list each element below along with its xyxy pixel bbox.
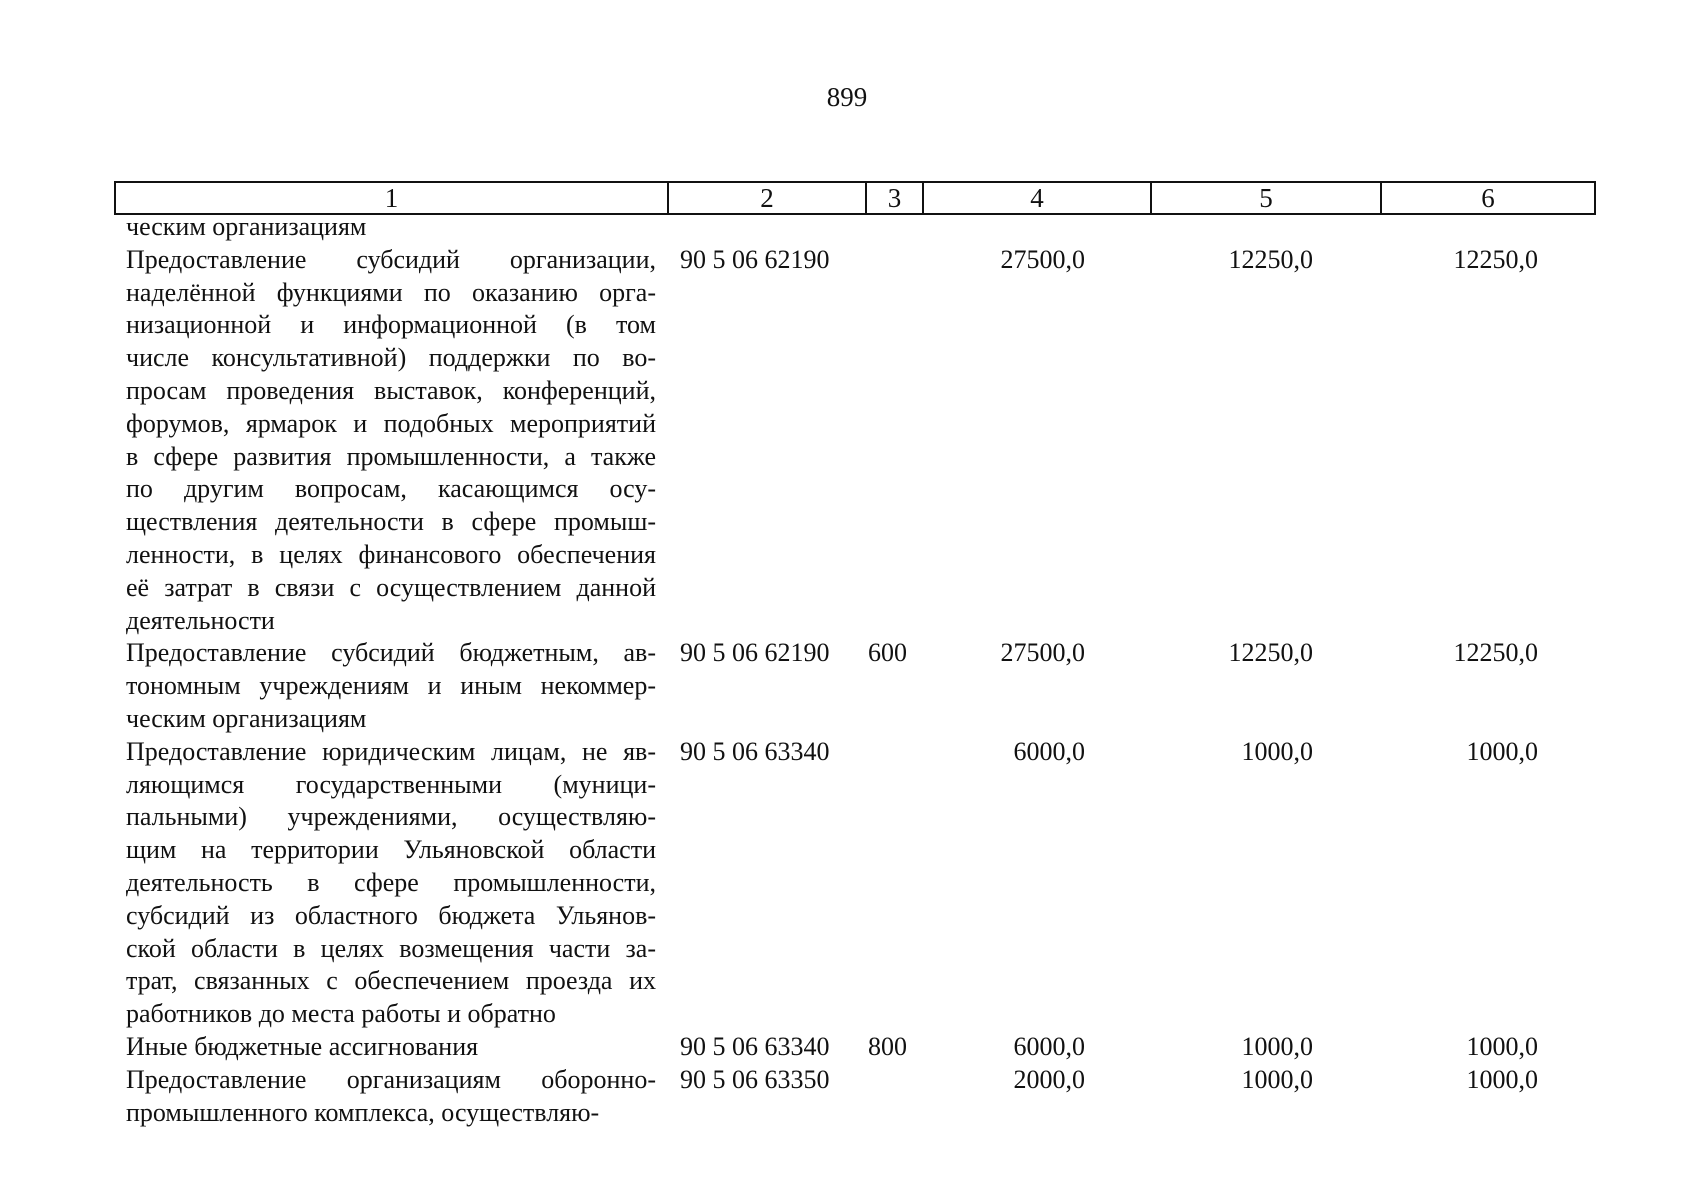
description-line: Предоставление организациям оборонно-	[126, 1064, 656, 1094]
row-value-6: 12250,0	[1453, 244, 1538, 274]
row-type: 800	[868, 1031, 907, 1061]
description-line: числе консультативной) поддержки по во-	[126, 343, 656, 373]
row-description	[126, 1064, 656, 1130]
description-line: Иные бюджетные ассигнования	[126, 1031, 479, 1061]
row-value-4: 6000,0	[1013, 1031, 1085, 1061]
row-code: 90 5 06 63350	[680, 1064, 830, 1094]
description-line: наделённой функциями по оказанию орга-	[126, 277, 656, 307]
header-col-2: 2	[669, 183, 867, 213]
row-description	[126, 736, 656, 1031]
row-value-6: 12250,0	[1453, 638, 1538, 668]
header-col-5: 5	[1152, 183, 1382, 213]
row-code: 90 5 06 62190	[680, 638, 830, 668]
table-row	[0, 1064, 1694, 1130]
row-description	[126, 1031, 656, 1064]
table-row	[0, 244, 1694, 638]
description-line: её затрат в связи с осуществлением данной	[126, 572, 656, 602]
description-line: Предоставление субсидий бюджетным, ав-	[126, 638, 656, 668]
description-line: ской области в целях возмещения части за-	[126, 933, 656, 963]
row-value-6: 1000,0	[1466, 1031, 1538, 1061]
row-container	[0, 244, 1694, 1130]
row-type: 600	[868, 638, 907, 668]
description-line: ческим организациям	[126, 703, 367, 733]
table-row	[0, 1031, 1694, 1064]
description-line: ленности, в целях финансового обеспечения	[126, 539, 656, 569]
row-value-5: 1000,0	[1241, 736, 1313, 766]
table-row	[0, 637, 1694, 735]
description-line: щим на территории Ульяновской области	[126, 835, 656, 865]
description-line: форумов, ярмарок и подобных мероприятий	[126, 408, 656, 438]
row-description	[126, 244, 656, 638]
description-line: просам проведения выставок, конференций,	[126, 375, 656, 405]
description-line: Предоставление юридическим лицам, не яв-	[126, 736, 656, 766]
description-line: промышленного комплекса, осуществляю-	[126, 1097, 600, 1127]
description-line: ществления деятельности в сфере промыш-	[126, 507, 656, 537]
row-value-6: 1000,0	[1466, 1064, 1538, 1094]
row-description	[126, 637, 656, 735]
continuation-text: ческим организациям	[126, 212, 367, 241]
table-row	[0, 736, 1694, 1031]
description-line: Предоставление субсидий организации,	[126, 244, 656, 274]
description-line: субсидий из областного бюджета Ульянов-	[126, 900, 656, 930]
row-code: 90 5 06 63340	[680, 1031, 830, 1061]
row-code: 90 5 06 63340	[680, 736, 830, 766]
table-body	[0, 212, 1694, 1129]
row-code: 90 5 06 62190	[680, 244, 830, 274]
row-value-4: 27500,0	[1000, 244, 1085, 274]
description-line: деятельности	[126, 605, 275, 635]
header-col-4: 4	[924, 183, 1152, 213]
row-value-4: 2000,0	[1013, 1064, 1085, 1094]
description-line: ляющимся государственными (муници-	[126, 769, 656, 799]
page-number: 899	[826, 82, 868, 112]
table-header	[114, 181, 1596, 215]
description-line: деятельность в сфере промышленности,	[126, 867, 656, 897]
description-line: тономным учреждениям и иным некоммер-	[126, 671, 656, 701]
description-line: пальными) учреждениями, осуществляю-	[126, 802, 656, 832]
row-value-5: 1000,0	[1241, 1064, 1313, 1094]
description-line: в сфере развития промышленности, а также	[126, 441, 656, 471]
description-line: трат, связанных с обеспечением проезда их	[126, 966, 656, 996]
description-line: по другим вопросам, касающимся осу-	[126, 474, 656, 504]
header-col-1: 1	[116, 183, 669, 213]
row-value-5: 12250,0	[1228, 244, 1313, 274]
row-value-4: 27500,0	[1000, 638, 1085, 668]
header-col-3: 3	[867, 183, 924, 213]
description-line: работников до места работы и обратно	[126, 999, 556, 1029]
row-value-6: 1000,0	[1466, 736, 1538, 766]
row-value-5: 1000,0	[1241, 1031, 1313, 1061]
row-value-4: 6000,0	[1013, 736, 1085, 766]
description-line: низационной и информационной (в том	[126, 310, 656, 340]
row-value-5: 12250,0	[1228, 638, 1313, 668]
header-col-6: 6	[1481, 183, 1495, 213]
